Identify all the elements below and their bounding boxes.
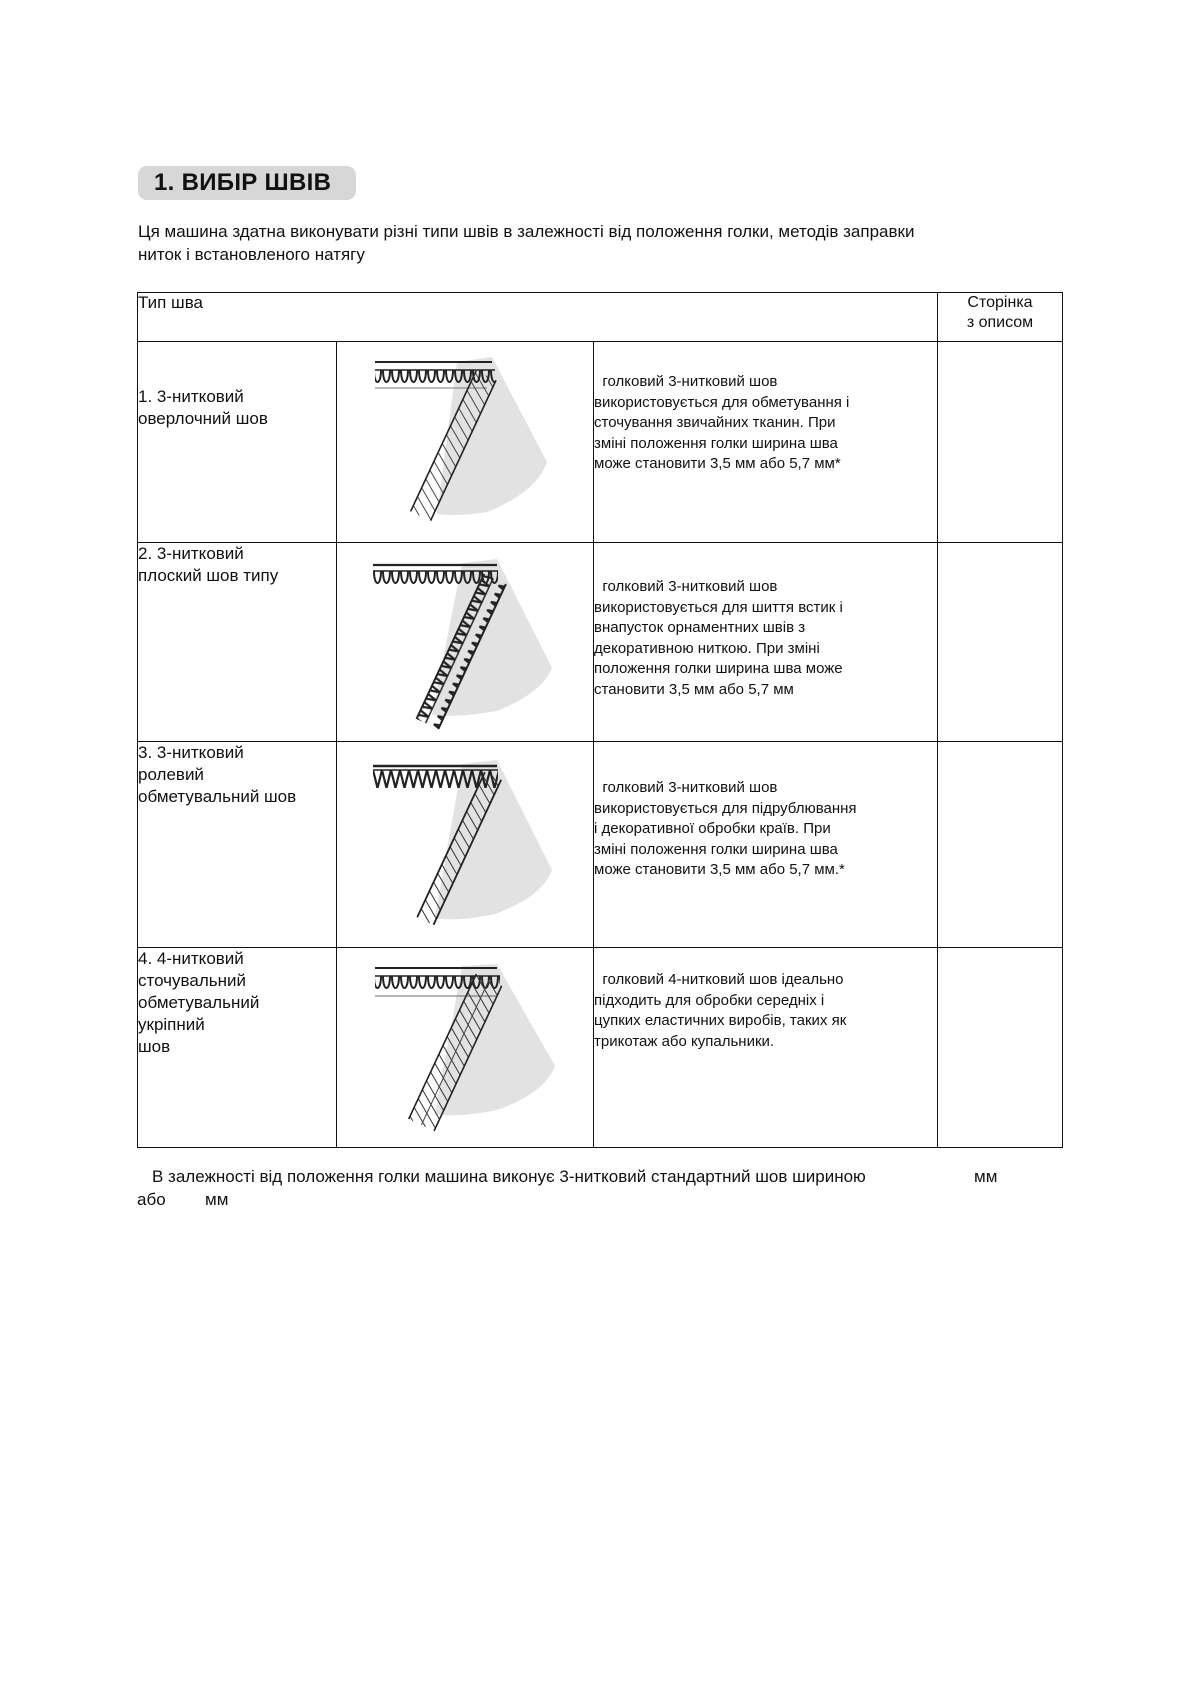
seam-illustration <box>337 742 594 948</box>
footer-unit-1: мм <box>974 1167 998 1186</box>
flat-seam-icon <box>337 543 593 741</box>
seam-description <box>594 742 938 948</box>
desc-line: і декоративної обробки країв. При <box>594 820 831 838</box>
seam-page <box>938 948 1063 1148</box>
seam-illustration <box>337 342 594 543</box>
seam-description <box>594 948 938 1148</box>
desc-line: зміні положення голки ширина шва <box>594 840 838 858</box>
seam-name: 4. 4-нитковий сточувальний обметувальний укріпний шов <box>138 948 337 1148</box>
desc-line: трикотаж або купальники. <box>594 1032 775 1050</box>
seam-page <box>938 543 1063 742</box>
header-seam-type: Тип шва <box>138 293 938 342</box>
desc-line: може становити 3,5 мм або 5,7 мм.* <box>594 861 845 879</box>
seam-name: 2. 3-нитковий плоский шов типу <box>138 543 337 742</box>
footer-line-2: або <box>137 1190 166 1209</box>
desc-line: голковий 3-нитковий шов <box>594 578 778 595</box>
seam-page <box>938 342 1063 543</box>
table-header-row <box>138 293 1063 342</box>
four-thread-seam-icon <box>337 948 593 1146</box>
desc-line: голковий 4-нитковий шов ідеально <box>594 971 844 988</box>
seam-description <box>594 342 938 543</box>
desc-line: становити 3,5 мм або 5,7 мм <box>594 680 794 698</box>
desc-line: декоративною ниткою. При зміні <box>594 639 820 657</box>
table-row <box>138 342 1063 543</box>
seam-name: 1. 3-нитковий оверлочний шов <box>138 342 337 543</box>
desc-line: положення голки ширина шва може <box>594 660 843 678</box>
seam-table <box>137 292 1063 1148</box>
footer-unit-2: мм <box>205 1190 229 1209</box>
seam-illustration <box>337 948 594 1148</box>
rolled-hem-seam-icon <box>337 742 593 947</box>
header-page-line-1: Сторінка <box>967 294 1033 311</box>
desc-line: сточування звичайних тканин. При <box>594 414 836 432</box>
desc-line: може становити 3,5 мм або 5,7 мм* <box>594 455 841 473</box>
desc-line: підходить для обробки середніх і <box>594 991 825 1009</box>
desc-line: цупких еластичних виробів, таких як <box>594 1012 847 1030</box>
footer-line-1: В залежності від положення голки машина виконує 3-нитковий стандартний шов шириною <box>152 1167 866 1186</box>
desc-line: голковий 3-нитковий шов <box>594 779 778 796</box>
desc-line: використовується для обметування і <box>594 393 850 411</box>
table-row <box>138 948 1063 1148</box>
section-title: 1. ВИБІР ШВІВ <box>138 166 356 200</box>
desc-line: використовується для підрублювання <box>594 799 857 817</box>
intro-text <box>138 220 1038 266</box>
desc-line: зміні положення голки ширина шва <box>594 434 838 452</box>
seam-description <box>594 543 938 742</box>
intro-line-1: Ця машина здатна виконувати різні типи швів в залежності від положення голки, методів заправки <box>138 222 915 241</box>
header-page-line-2: з описом <box>966 314 1034 331</box>
footer-note <box>137 1165 1057 1211</box>
desc-line: використовується для шиття встик і <box>594 598 843 616</box>
seam-page <box>938 742 1063 948</box>
table-row <box>138 543 1063 742</box>
header-page <box>938 293 1063 342</box>
seam-illustration <box>337 543 594 742</box>
seam-name: 3. 3-нитковий ролевий обметувальний шов <box>138 742 337 948</box>
overlock-seam-icon <box>337 342 593 542</box>
intro-line-2: ниток і встановленого натягу <box>138 245 365 264</box>
desc-line: голковий 3-нитковий шов <box>594 373 778 390</box>
desc-line: внапусток орнаментних швів з <box>594 619 806 637</box>
table-row <box>138 742 1063 948</box>
